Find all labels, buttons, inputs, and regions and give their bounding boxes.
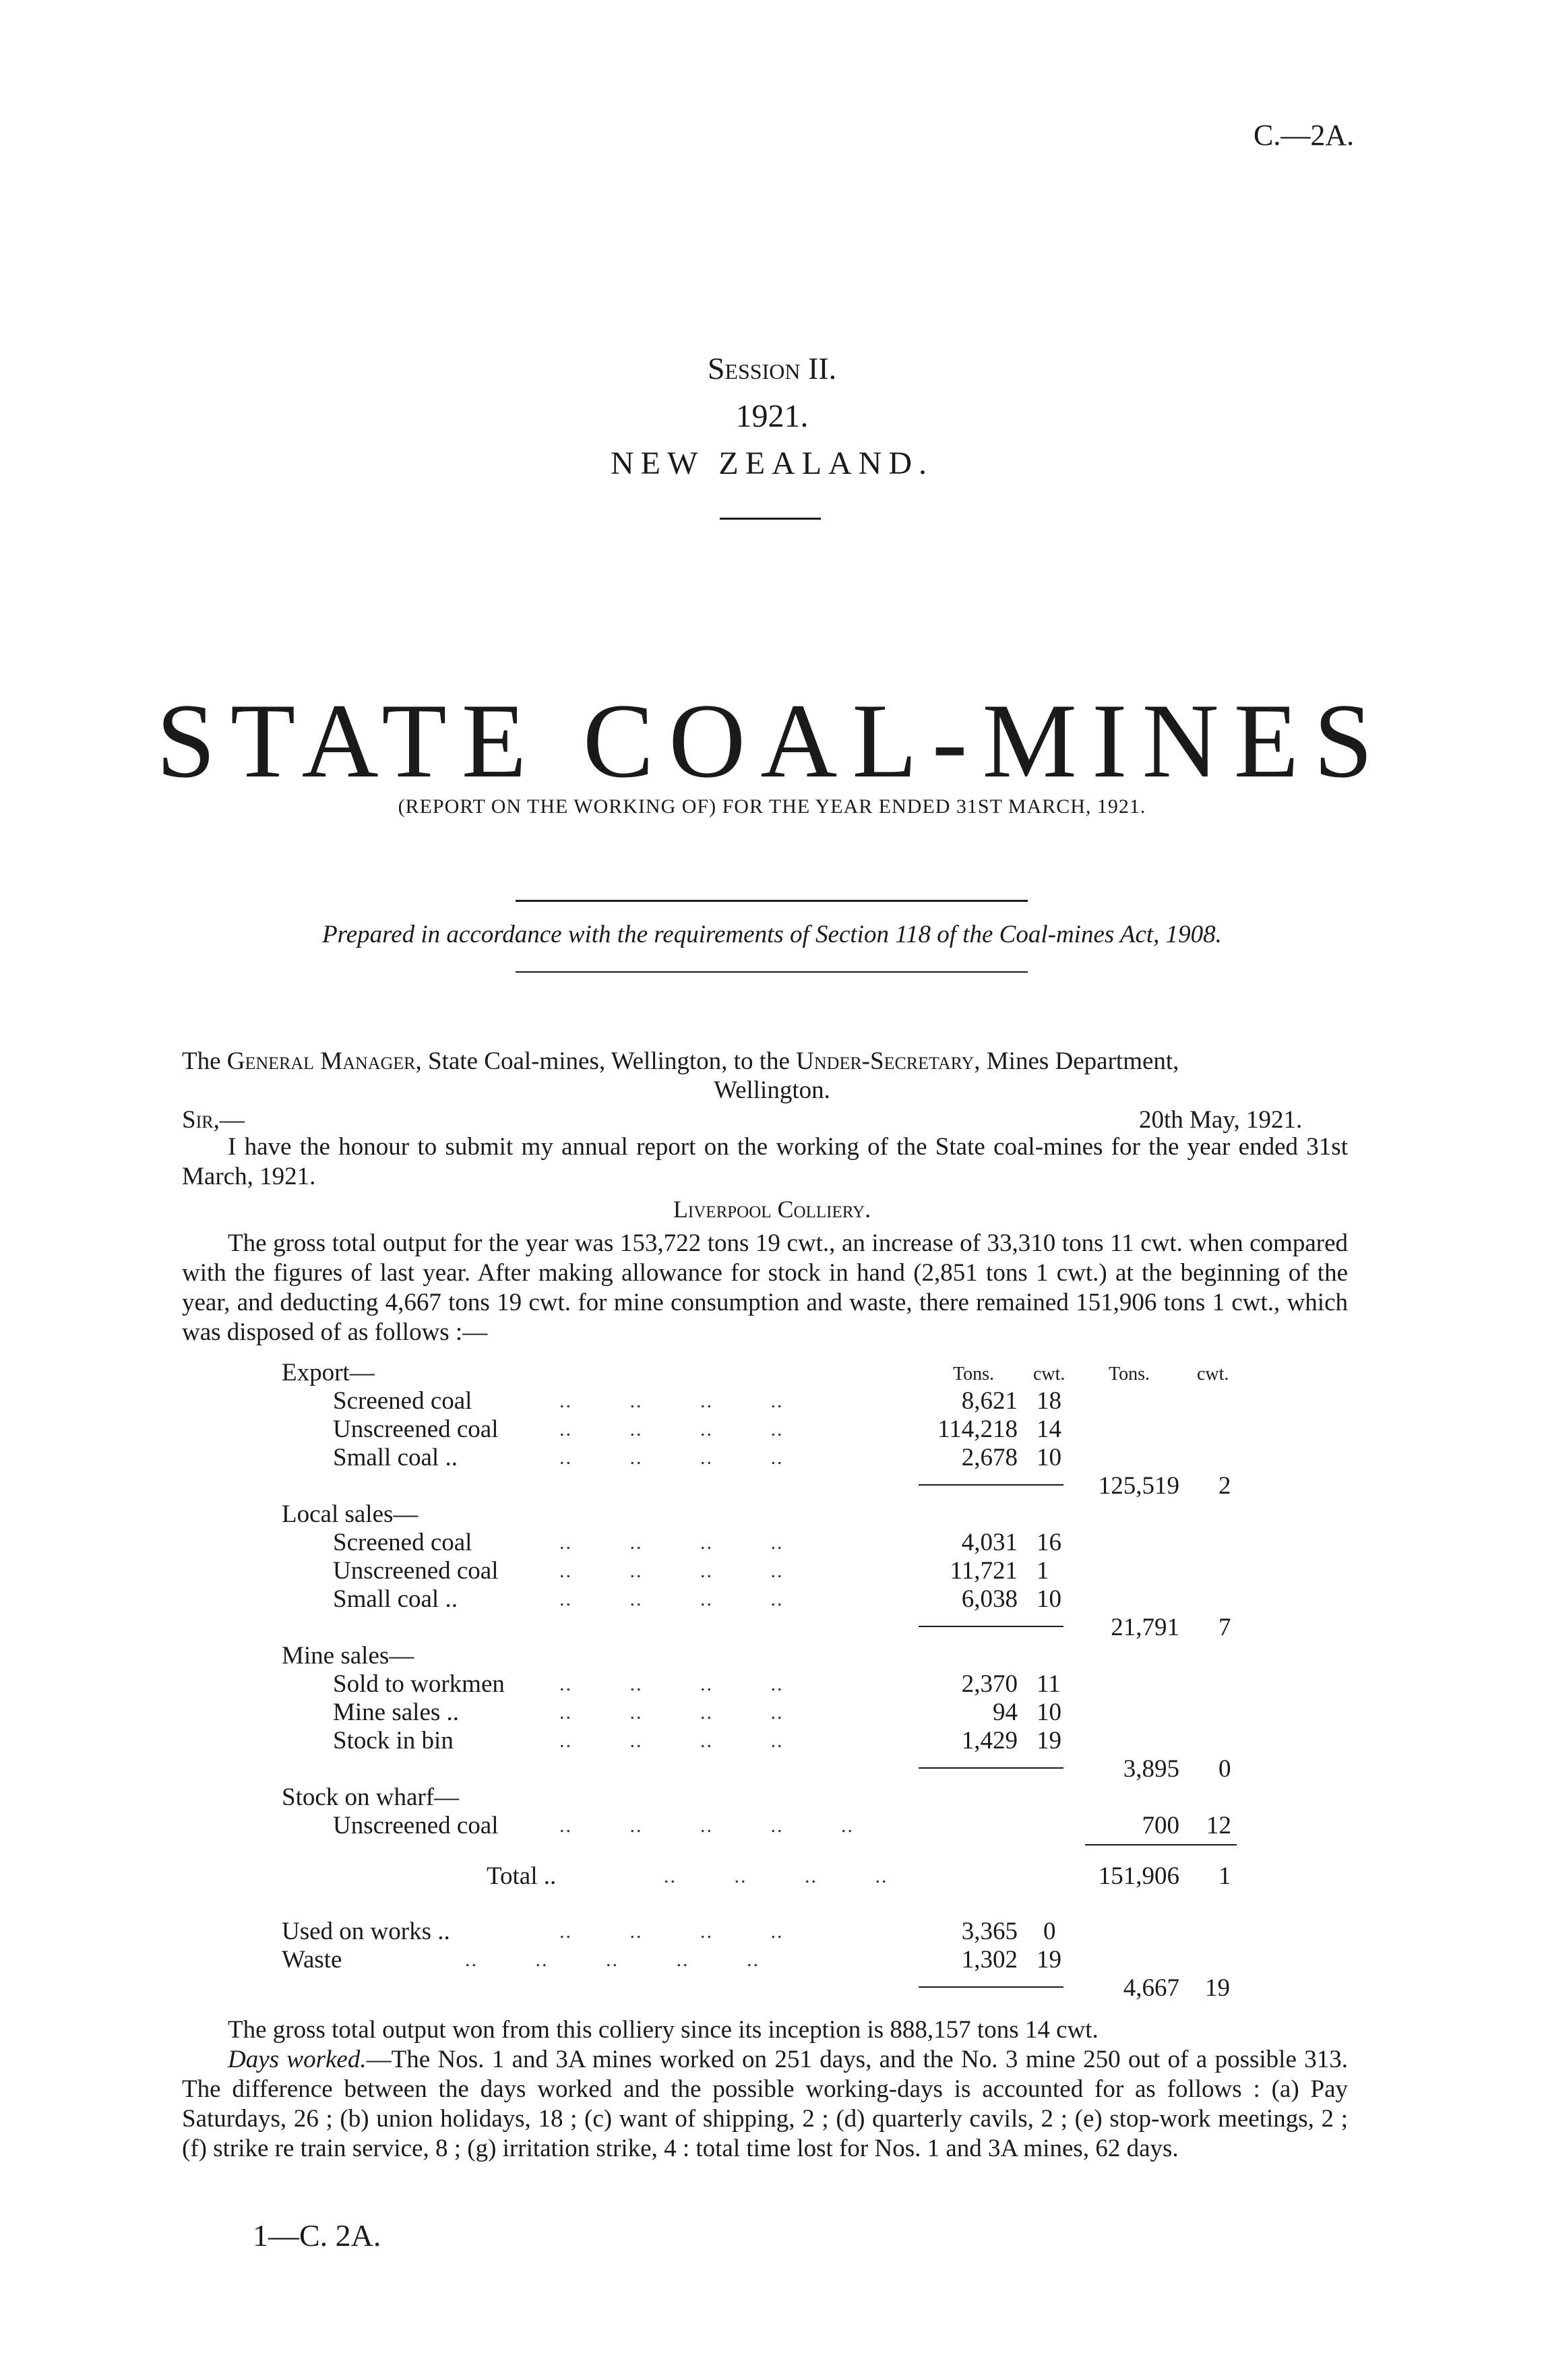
group-label-export: Export— <box>282 1359 375 1386</box>
row-cwt: 10 <box>1037 1699 1061 1726</box>
country-name: NEW ZEALAND. <box>610 446 934 481</box>
row-cwt: 16 <box>1037 1529 1061 1556</box>
inception-text: The gross total output won from this colliery since its inception is 888,157 tons 14 cwt. <box>228 2016 1099 2044</box>
row-cwt: 19 <box>1037 1727 1061 1755</box>
session-divider <box>720 518 821 520</box>
subtotal-rule <box>919 1484 1063 1486</box>
row-cwt: 11 <box>1037 1670 1061 1698</box>
letter-address-line2: Wellington. <box>714 1076 830 1104</box>
dot-leader: .. .. .. .. <box>559 1560 784 1582</box>
col-header-cwt: cwt. <box>1033 1364 1066 1384</box>
row-tons: 8,621 <box>961 1387 1018 1415</box>
total-rule <box>1085 1844 1237 1845</box>
dot-leader: .. .. .. .. .. <box>559 1814 854 1837</box>
grand-total-label: Total .. <box>487 1862 557 1890</box>
row-cwt: 18 <box>1037 1387 1061 1415</box>
row-tons: 94 <box>993 1699 1018 1726</box>
group-total-tons: 125,519 <box>1098 1472 1179 1500</box>
letter-date: 20th May, 1921. <box>1139 1106 1303 1134</box>
row-tons: 1,429 <box>961 1727 1018 1755</box>
prepared-note: Prepared in accordance with the requirements of Section 118 of the Coal-mines Act, 1908. <box>322 921 1222 948</box>
dot-leader: .. .. .. .. <box>559 1701 784 1723</box>
row-label: Unscreened coal <box>333 1415 499 1443</box>
grand-total-tons: 151,906 <box>1098 1862 1179 1890</box>
days-worked-paragraph <box>182 2045 1348 2164</box>
row-tons: 11,721 <box>950 1557 1018 1585</box>
row-label: Sold to workmen <box>333 1670 505 1698</box>
row-label: Unscreened coal <box>333 1557 499 1585</box>
days-worked-label: Days worked. <box>228 2046 367 2073</box>
row-tons: 1,302 <box>961 1946 1018 1974</box>
output-text: The gross total output for the year was 153,722 tons 19 cwt., an increase of 33,310 tons 11 cwt. when compared with the figures of last year. After making allowance for stock in hand (2,851 tons 1 cwt.) at the beginning of the year, and deducting 4,667 tons 19 cwt. for mine consumption and waste, there remained 151,906 tons 1 cwt., which was disposed of as follows :— <box>182 1229 1348 1346</box>
dot-leader: .. .. .. .. <box>559 1920 784 1943</box>
dot-leader: .. .. .. .. <box>664 1865 888 1887</box>
row-cwt: 19 <box>1037 1946 1061 1974</box>
group-total-tons: 21,791 <box>1111 1614 1179 1641</box>
intro-text: I have the honour to submit my annual report on the working of the State coal-mines for the year ended 31st March, 1921. <box>182 1133 1348 1190</box>
row-tons: 2,678 <box>961 1444 1018 1471</box>
row-tons: 3,365 <box>961 1918 1018 1945</box>
row-cwt: 10 <box>1037 1444 1061 1471</box>
row-label: Screened coal <box>333 1529 472 1556</box>
consumption-total-cwt: 19 <box>1205 1974 1230 2002</box>
group-total-tons: 700 <box>1142 1812 1179 1839</box>
dot-leader: .. .. .. .. <box>559 1673 784 1695</box>
dot-leader: .. .. .. .. .. <box>465 1949 760 1971</box>
grand-total-cwt: 1 <box>1218 1862 1231 1890</box>
group-label-local-sales: Local sales— <box>282 1500 419 1528</box>
dot-leader: .. .. .. .. <box>559 1418 784 1440</box>
dot-leader: .. .. .. .. <box>559 1730 784 1752</box>
section-heading: Liverpool Colliery. <box>673 1196 871 1223</box>
address-part: , State Coal-mines, Wellington, to the <box>415 1047 797 1075</box>
row-label: Small coal .. <box>333 1444 458 1471</box>
subtotal-rule <box>919 1986 1063 1988</box>
row-cwt: 14 <box>1037 1415 1061 1443</box>
group-total-cwt: 2 <box>1218 1472 1231 1500</box>
days-worked-text: —The Nos. 1 and 3A mines worked on 251 days, and the No. 3 mine 250 out of a possible 313. The difference between the days worked and the possible working-days is accounted for as follows : (a) Pay Saturdays, 26 ; (b) union holidays, 18 ; (c) want of shipping, 2 ; (d) quarterly cavils, 2 ; (e) stop-work meetings, 2 ; (f) strike re train service, 8 ; (g) irritation strike, 4 : total time lost for Nos. 1 and 3A mines, 62 days. <box>182 2046 1348 2162</box>
address-part: , Mines Department, <box>974 1047 1179 1075</box>
row-label: Waste <box>282 1946 342 1974</box>
group-label-mine-sales: Mine sales— <box>282 1642 414 1670</box>
group-total-cwt: 12 <box>1206 1812 1231 1839</box>
row-tons: 114,218 <box>937 1415 1018 1443</box>
row-tons: 2,370 <box>961 1670 1018 1698</box>
sender-title: General Manager <box>226 1047 416 1075</box>
group-label-stock-on-wharf: Stock on wharf— <box>282 1783 460 1811</box>
col-header-total-tons: Tons. <box>1109 1364 1150 1384</box>
salutation: Sir,— <box>182 1106 245 1134</box>
row-label: Screened coal <box>333 1387 472 1415</box>
row-cwt: 10 <box>1037 1585 1061 1613</box>
output-paragraph <box>182 1229 1348 1347</box>
row-label: Stock in bin <box>333 1727 454 1755</box>
report-title: STATE COAL-MINES <box>156 682 1388 800</box>
session-line: Session II. <box>707 351 837 386</box>
row-cwt: 1 <box>1037 1557 1049 1585</box>
title-divider-top <box>516 900 1028 902</box>
row-label: Unscreened coal <box>333 1812 499 1839</box>
recipient-title: Under-Secretary <box>796 1047 975 1075</box>
dot-leader: .. .. .. .. <box>559 1531 784 1554</box>
dot-leader: .. .. .. .. <box>559 1390 784 1412</box>
sheet-signature: 1—C. 2A. <box>253 2218 381 2253</box>
group-total-tons: 3,895 <box>1123 1755 1179 1783</box>
letter-address <box>182 1047 1348 1076</box>
consumption-total-tons: 4,667 <box>1123 1974 1179 2002</box>
row-label: Used on works .. <box>282 1918 450 1945</box>
dot-leader: .. .. .. .. <box>559 1446 784 1469</box>
col-header-tons: Tons. <box>953 1364 995 1384</box>
subtotal-rule <box>919 1626 1063 1627</box>
row-label: Small coal .. <box>333 1585 458 1613</box>
group-total-cwt: 0 <box>1218 1755 1231 1783</box>
address-part: The <box>182 1047 227 1075</box>
report-subtitle: (REPORT ON THE WORKING OF) FOR THE YEAR ENDED 31ST MARCH, 1921. <box>398 795 1146 818</box>
intro-paragraph <box>182 1132 1348 1192</box>
col-header-total-cwt: cwt. <box>1197 1364 1229 1384</box>
row-label: Mine sales .. <box>333 1699 460 1726</box>
row-tons: 6,038 <box>961 1585 1018 1613</box>
subtotal-rule <box>919 1767 1063 1769</box>
row-cwt: 0 <box>1043 1918 1056 1945</box>
title-divider-bottom <box>516 971 1028 973</box>
row-tons: 4,031 <box>961 1529 1018 1556</box>
group-total-cwt: 7 <box>1218 1614 1231 1641</box>
inception-paragraph <box>182 2015 1348 2045</box>
document-reference: C.—2A. <box>1254 119 1355 152</box>
dot-leader: .. .. .. .. <box>559 1588 784 1610</box>
session-year: 1921. <box>735 398 809 434</box>
